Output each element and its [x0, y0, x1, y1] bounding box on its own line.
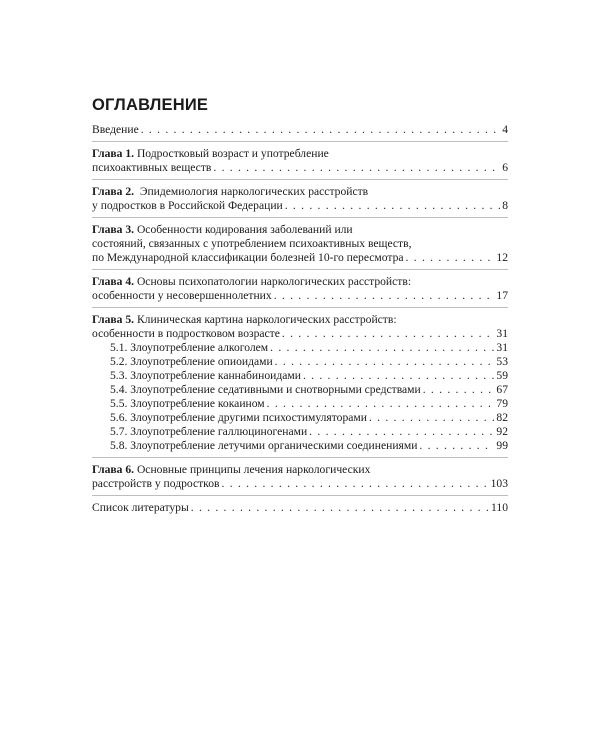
chapter-title-line: расстройств у подростков	[92, 477, 220, 490]
toc-entry-title: Введение	[92, 123, 139, 136]
chapter-title-line: Клиническая картина наркологических расстройств:	[136, 313, 397, 326]
dot-leader	[270, 341, 494, 355]
toc-entry-chapter-1[interactable]	[92, 147, 508, 175]
divider	[92, 141, 508, 142]
dot-leader	[213, 161, 500, 175]
chapter-title-line: у подростков в Российской Федерации	[92, 199, 283, 212]
chapter-title-line: по Международной классификации болезней 10-го пересмотра	[92, 251, 404, 264]
chapter-title-line: Особенности кодирования заболеваний или	[136, 223, 353, 236]
toc-entry-chapter-6[interactable]	[92, 463, 508, 491]
dot-leader	[282, 327, 495, 341]
chapter-title-line: психоактивных веществ	[92, 161, 212, 174]
dot-leader	[369, 411, 494, 425]
section-title: 5.1. Злоупотребление алкоголем	[110, 341, 269, 354]
toc-entry-introduction[interactable]	[92, 123, 508, 137]
toc-page-number: 103	[490, 477, 508, 490]
divider	[92, 179, 508, 180]
toc-page-number: 110	[491, 501, 508, 514]
section-title: 5.7. Злоупотребление галлюциногенами	[110, 425, 308, 438]
toc-page-number: 31	[496, 341, 508, 354]
dot-leader	[303, 369, 494, 383]
chapter-label: Глава 4.	[92, 275, 135, 288]
chapter-label: Глава 1.	[92, 147, 135, 160]
divider	[92, 217, 508, 218]
toc-page-number: 79	[496, 397, 508, 410]
chapter-title-line: состояний, связанных с употреблением психоактивных веществ,	[92, 237, 412, 250]
toc-page-number: 4	[502, 123, 508, 136]
toc-page-number: 12	[496, 251, 508, 264]
dot-leader	[423, 383, 495, 397]
chapter-label: Глава 6.	[92, 463, 135, 476]
toc-entry-section-5-6[interactable]	[92, 411, 508, 425]
dot-leader	[274, 289, 495, 303]
section-title: 5.4. Злоупотребление седативными и снотворными средствами	[110, 383, 421, 396]
chapter-label: Глава 5.	[92, 313, 135, 326]
section-title: 5.2. Злоупотребление опиоидами	[110, 355, 273, 368]
table-of-contents	[92, 123, 508, 515]
toc-entry-section-5-7[interactable]	[92, 425, 508, 439]
chapter-title-line: Эпидемиология наркологических расстройств	[139, 185, 369, 198]
toc-entry-chapter-5[interactable]	[92, 313, 508, 341]
toc-page-number: 53	[496, 355, 508, 368]
toc-page-number: 8	[502, 199, 508, 212]
dot-leader	[406, 251, 495, 265]
chapter-title-line: Подростковый возраст и употребление	[136, 147, 329, 160]
chapter-label: Глава 3.	[92, 223, 135, 236]
toc-entry-chapter-2[interactable]	[92, 185, 508, 213]
divider	[92, 269, 508, 270]
toc-entry-section-5-3[interactable]	[92, 369, 508, 383]
toc-entry-section-5-5[interactable]	[92, 397, 508, 411]
dot-leader	[309, 425, 494, 439]
section-title: 5.6. Злоупотребление другими психостимуляторами	[110, 411, 367, 424]
toc-page-number: 67	[496, 383, 508, 396]
chapter-title-line: особенности у несовершеннолетних	[92, 289, 272, 302]
toc-entry-section-5-8[interactable]	[92, 439, 508, 453]
dot-leader	[419, 439, 494, 453]
divider	[92, 495, 508, 496]
toc-page-number: 6	[502, 161, 508, 174]
toc-page-number: 82	[496, 411, 508, 424]
divider	[92, 307, 508, 308]
toc-entry-section-5-2[interactable]	[92, 355, 508, 369]
dot-leader	[285, 199, 500, 213]
toc-entry-section-5-4[interactable]	[92, 383, 508, 397]
toc-heading: ОГЛАВЛЕНИЕ	[92, 96, 209, 114]
section-title: 5.8. Злоупотребление летучими органическими соединениями	[110, 439, 418, 452]
chapter-title-line: особенности в подростковом возрасте	[92, 327, 280, 340]
toc-page-number: 59	[496, 369, 508, 382]
section-title: 5.5. Злоупотребление кокаином	[110, 397, 265, 410]
divider	[92, 457, 508, 458]
toc-page-number: 31	[496, 327, 508, 340]
chapter-label: Глава 2.	[92, 185, 135, 198]
toc-entry-section-5-1[interactable]	[92, 341, 508, 355]
dot-leader	[222, 477, 489, 491]
dot-leader	[267, 397, 495, 411]
toc-entry-references[interactable]	[92, 501, 508, 515]
toc-page-number: 17	[496, 289, 508, 302]
section-title: 5.3. Злоупотребление каннабиноидами	[110, 369, 301, 382]
dot-leader	[141, 123, 500, 137]
toc-entry-chapter-3[interactable]	[92, 223, 508, 265]
toc-entry-title: Список литературы	[92, 501, 189, 514]
toc-page-number: 99	[496, 439, 508, 452]
chapter-title-line: Основные принципы лечения наркологических	[136, 463, 371, 476]
dot-leader	[275, 355, 495, 369]
dot-leader	[191, 501, 489, 515]
toc-entry-chapter-4[interactable]	[92, 275, 508, 303]
chapter-title-line: Основы психопатологии наркологических расстройств:	[136, 275, 412, 288]
toc-page-number: 92	[496, 425, 508, 438]
